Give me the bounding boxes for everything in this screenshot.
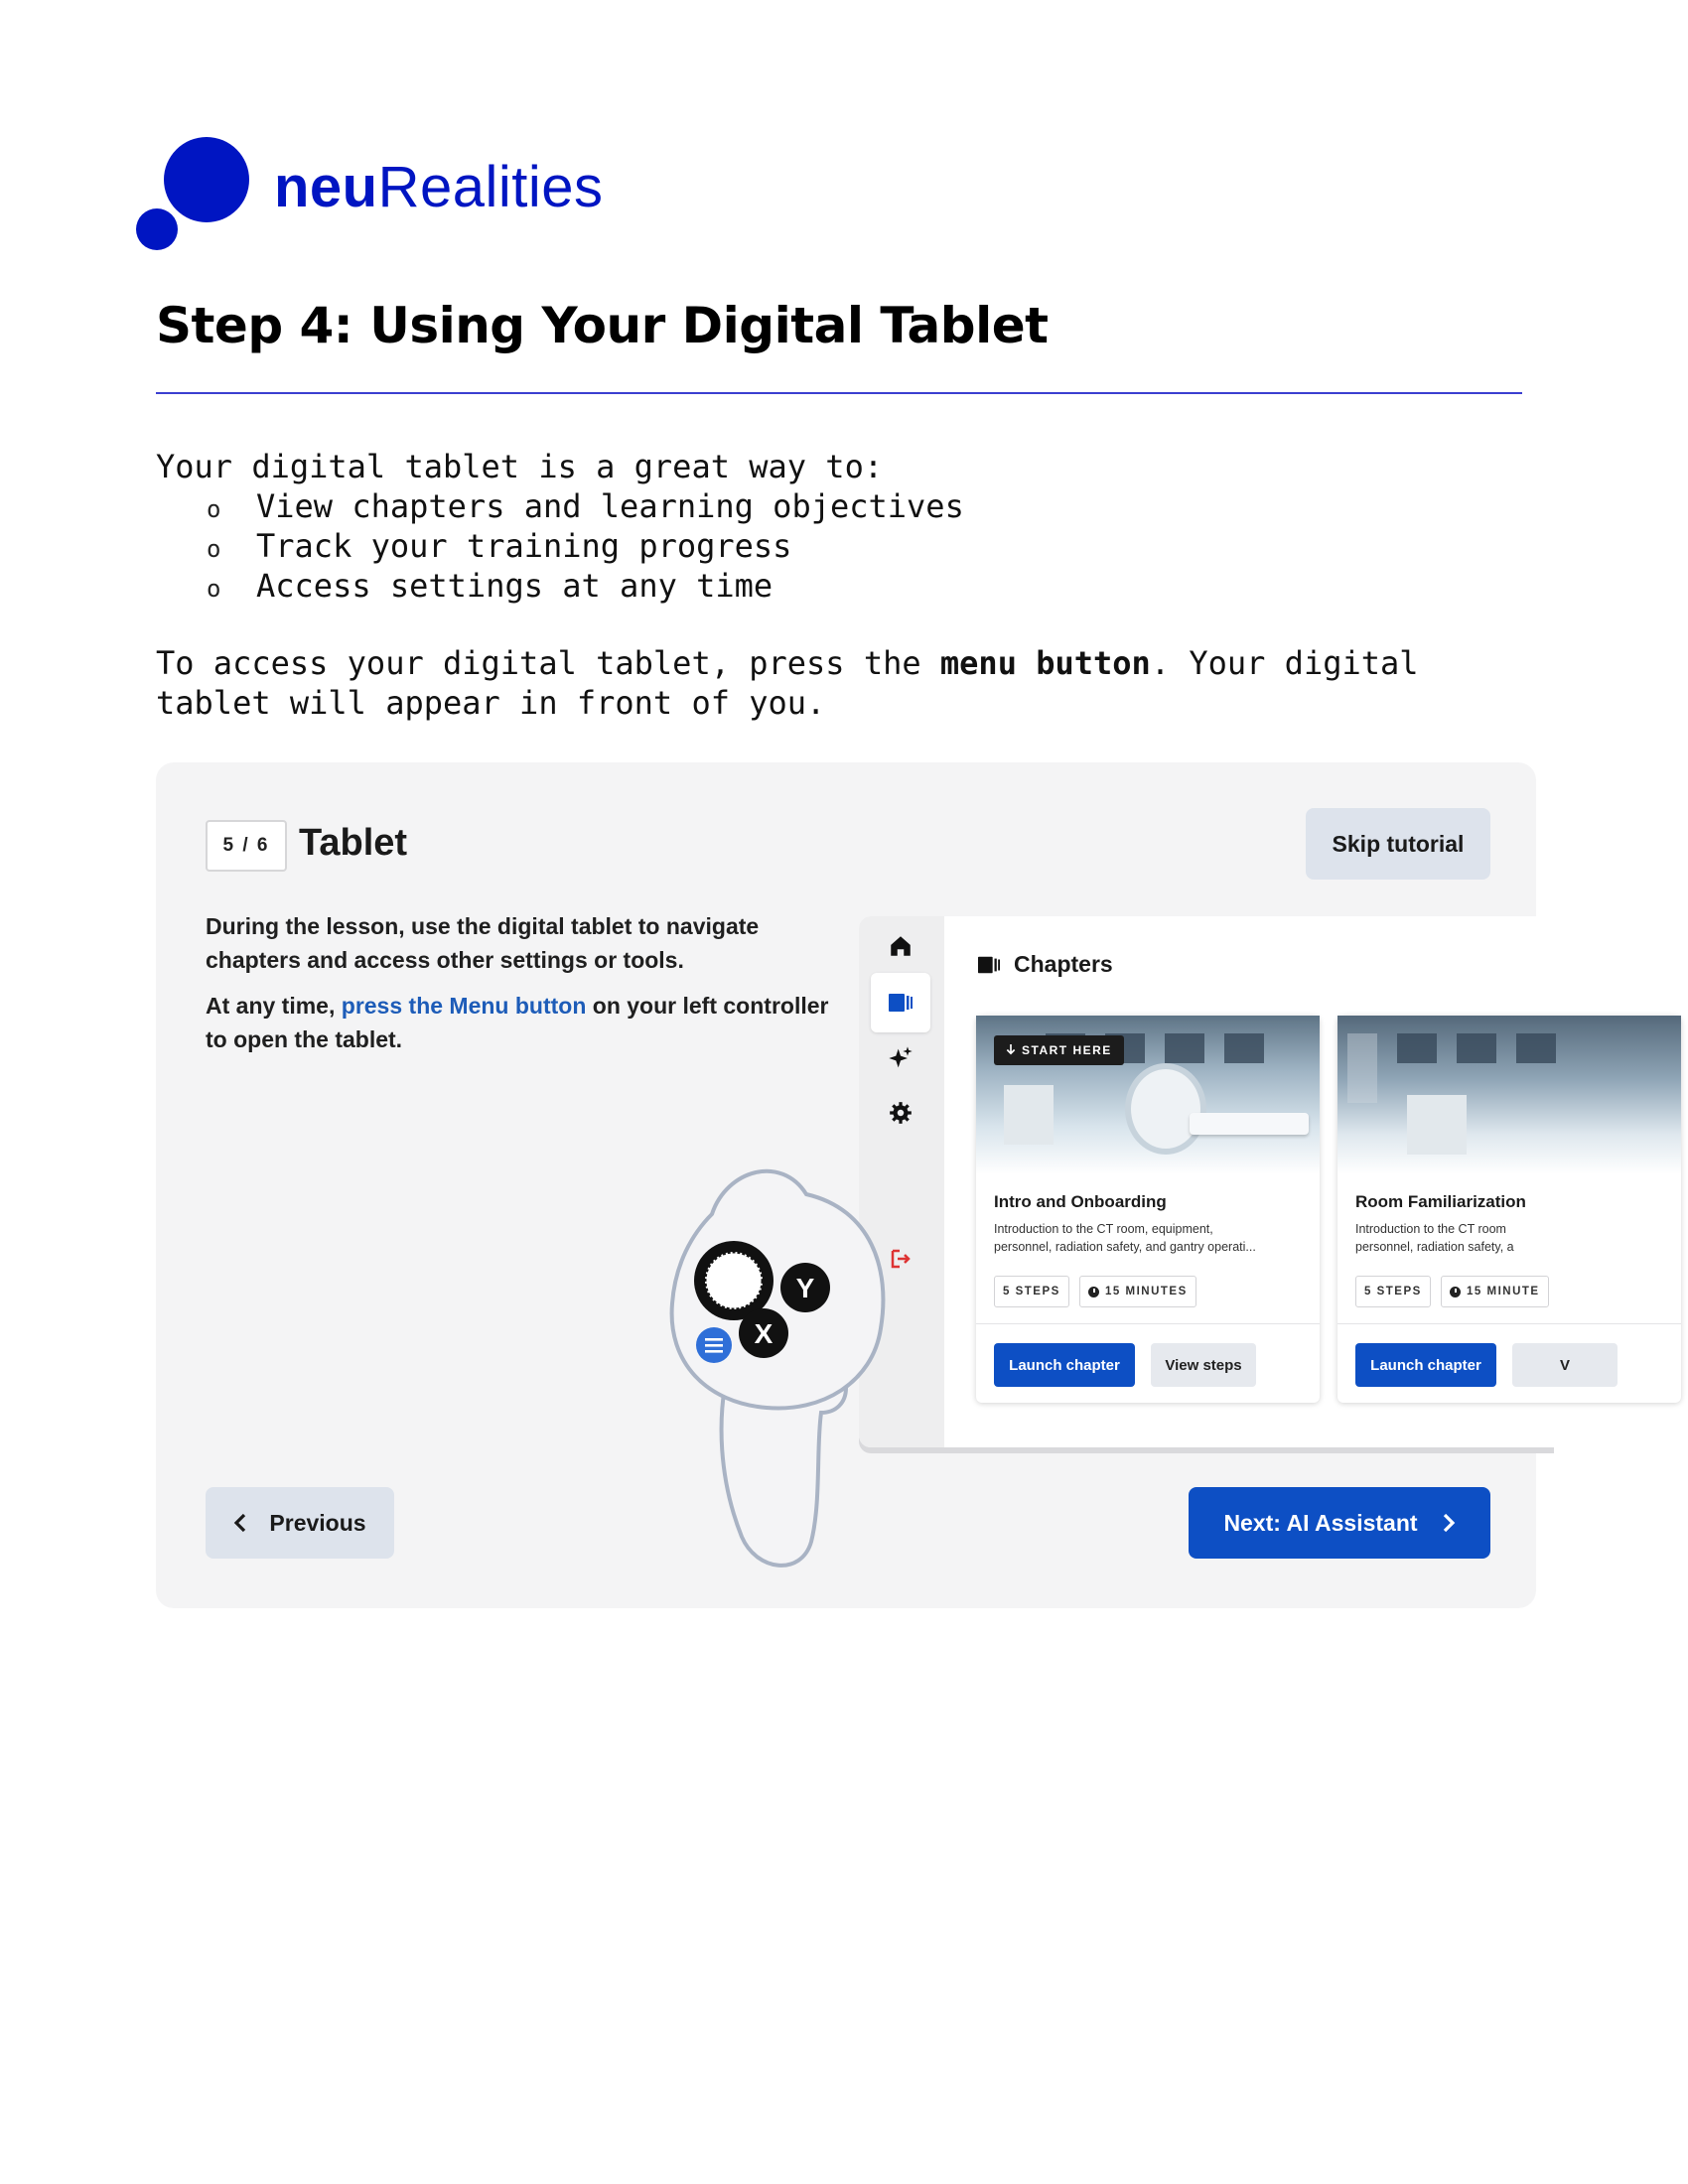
logo-circle-large: [164, 137, 249, 222]
logo-circle-small: [136, 208, 178, 250]
list-item: o Track your training progress: [204, 526, 964, 566]
chapter-description: Introduction to the CT room, equipment, personnel, radiation safety, and gantry operati...: [994, 1222, 1256, 1254]
gear-icon[interactable]: [871, 1083, 930, 1143]
bullet-marker: o: [207, 535, 221, 563]
tutorial-title: Tablet: [299, 822, 408, 864]
chapter-card: [1337, 1016, 1681, 1403]
benefit-list: [204, 486, 964, 606]
chevron-left-icon: [233, 1513, 247, 1533]
launch-chapter-button[interactable]: Launch chapter: [994, 1343, 1135, 1387]
previous-button[interactable]: Previous: [206, 1487, 394, 1559]
digital-tablet: [859, 916, 1570, 1447]
thumbstick-icon: [694, 1241, 774, 1320]
brand-logo-text: neuRealities: [274, 155, 604, 219]
menu-button-emphasis: menu button: [939, 644, 1151, 682]
home-icon[interactable]: [871, 916, 930, 976]
tutorial-description: During the lesson, use the digital tablet to navigate chapters and access other settings or tools.: [206, 913, 760, 973]
chapter-card: [976, 1016, 1320, 1403]
menu-button-link[interactable]: press the Menu button: [341, 993, 587, 1019]
steps-chip: 5 STEPS: [1355, 1276, 1431, 1307]
chapter-description: Introduction to the CT room personnel, radiation safety, a: [1355, 1222, 1514, 1254]
title-divider: [156, 392, 1522, 394]
clock-icon: [1450, 1287, 1461, 1297]
chapter-thumbnail: [976, 1016, 1320, 1174]
view-steps-button[interactable]: V: [1512, 1343, 1618, 1387]
next-ai-assistant-button[interactable]: Next: AI Assistant: [1189, 1487, 1490, 1559]
list-item: o View chapters and learning objectives: [204, 486, 964, 526]
svg-text:Y: Y: [795, 1273, 815, 1303]
page-title: Step 4: Using Your Digital Tablet: [156, 297, 1049, 354]
left-controller-illustration: [652, 1160, 911, 1576]
access-instructions: To access your digital tablet, press the menu button. Your digital tablet will appear in front of you.: [156, 644, 1419, 722]
steps-chip: 5 STEPS: [994, 1276, 1069, 1307]
x-button: [739, 1308, 788, 1358]
list-item: o Access settings at any time: [204, 566, 964, 606]
bullet-marker: o: [207, 495, 221, 523]
chevron-right-icon: [1442, 1513, 1456, 1533]
bullet-marker: o: [207, 575, 221, 603]
tutorial-hint: At any time, press the Menu button on your left controller to open the tablet.: [206, 993, 829, 1052]
card-divider: [976, 1323, 1320, 1324]
start-here-badge: START HERE: [994, 1035, 1124, 1065]
chapters-heading: Chapters: [976, 951, 1113, 978]
duration-chip: 15 MINUTE: [1441, 1276, 1549, 1307]
menu-button-icon: [696, 1327, 732, 1363]
chapters-icon: [976, 954, 1002, 976]
arrow-down-icon: [1006, 1044, 1016, 1055]
skip-tutorial-button[interactable]: Skip tutorial: [1306, 808, 1490, 880]
tutorial-screenshot: [156, 762, 1570, 1608]
intro-text: Your digital tablet is a great way to:: [156, 448, 884, 485]
duration-chip: 15 MINUTES: [1079, 1276, 1196, 1307]
chapter-title: Room Familiarization: [1355, 1192, 1526, 1211]
chapters-icon[interactable]: [871, 973, 930, 1032]
clock-icon: [1088, 1287, 1099, 1297]
chapter-thumbnail: [1337, 1016, 1681, 1174]
chapter-title: Intro and Onboarding: [994, 1192, 1167, 1211]
step-counter: 5 / 6: [206, 820, 287, 872]
launch-chapter-button[interactable]: Launch chapter: [1355, 1343, 1496, 1387]
svg-text:X: X: [754, 1318, 774, 1349]
y-button: [780, 1263, 830, 1312]
view-steps-button[interactable]: View steps: [1151, 1343, 1256, 1387]
sparkle-icon[interactable]: [871, 1028, 930, 1088]
card-divider: [1337, 1323, 1681, 1324]
